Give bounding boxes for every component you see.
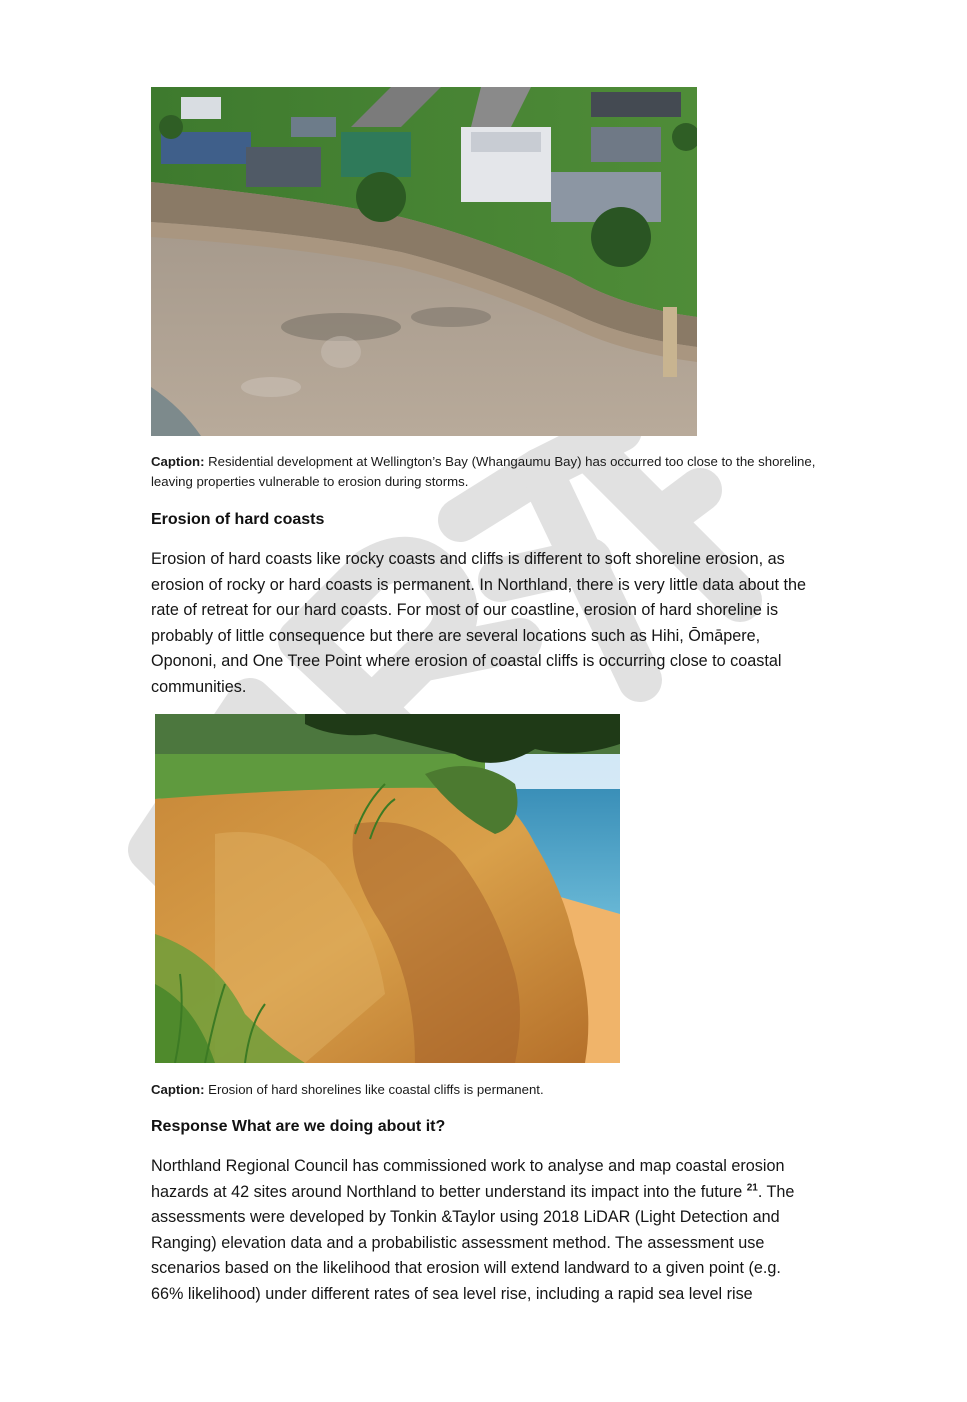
paragraph-line: 66% likelihood) under different rates of sea level rise, including a rapid sea level rise xyxy=(151,1284,753,1303)
photo-caption-2 xyxy=(151,1080,891,1100)
aerial-beach-erosion-photo xyxy=(151,87,697,436)
paragraph-line: Erosion of hard coasts like rocky coasts and cliffs is different to soft shoreline erosion, as xyxy=(151,550,785,568)
caption-text: leaving properties vulnerable to erosion during storms. xyxy=(151,474,469,489)
caption-text: Erosion of hard shorelines like coastal cliffs is permanent. xyxy=(204,1082,544,1097)
paragraph-line: probably of little consequence but there are several locations such as Hihi, Ōmāpere, xyxy=(151,626,761,645)
photo-caption-1 xyxy=(151,452,891,492)
paragraph-line: communities. xyxy=(151,677,247,696)
caption-label: Caption: xyxy=(151,1082,205,1097)
caption-label: Caption: xyxy=(151,454,205,469)
section-heading: Response What are we doing about it? xyxy=(151,1118,446,1135)
paragraph-line xyxy=(151,1180,891,1206)
paragraph-line: erosion of rocky or hard coasts is permanent. In Northland, there is very little data about the xyxy=(151,575,807,594)
caption-text: Residential development at Wellington’s Bay (Whangaumu Bay) has occurred too close to the shoreline, xyxy=(204,454,816,469)
paragraph xyxy=(151,547,891,700)
paragraph-line: Ranging) elevation data and a probabilistic assessment method. The assessment use xyxy=(151,1233,765,1252)
paragraph-line: scenarios based on the likelihood that erosion will extend landward to a given point (e.g. xyxy=(151,1259,781,1277)
paragraph-line: assessments were developed by Tonkin &Taylor using 2018 LiDAR (Light Detection and xyxy=(151,1208,780,1226)
section-heading: Erosion of hard coasts xyxy=(151,511,325,528)
paragraph-line: rate of retreat for our hard coasts. For most of our coastline, erosion of hard shoreline is xyxy=(151,601,779,619)
paragraph xyxy=(151,1154,891,1307)
coastal-cliff-erosion-photo xyxy=(155,714,620,1063)
paragraph-text: hazards at 42 sites around Northland to better understand its impact into the future xyxy=(151,1182,747,1201)
paragraph-line: Opononi, and One Tree Point where erosion of coastal cliffs is occurring close to coastal xyxy=(151,652,782,670)
paragraph-line: Northland Regional Council has commissioned work to analyse and map coastal erosion xyxy=(151,1157,785,1175)
paragraph-text: . The xyxy=(757,1182,795,1201)
footnote-reference[interactable]: 21 xyxy=(746,1182,758,1194)
